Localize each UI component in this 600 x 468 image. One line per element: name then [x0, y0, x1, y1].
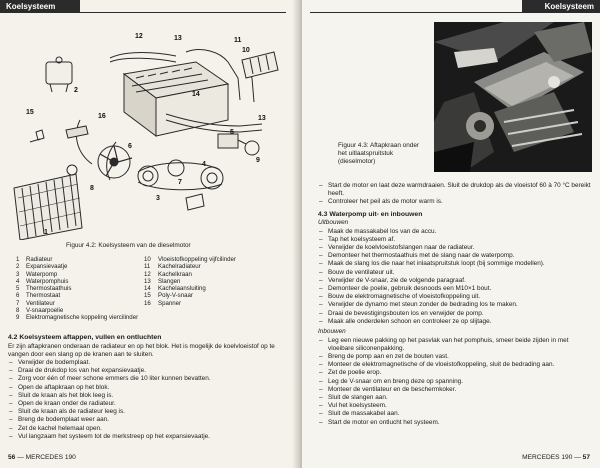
footer-title: MERCEDES 190: [25, 454, 76, 461]
list-item: – Zorg voor één of meer schone emmers die 10 liter kunnen bevatten.: [8, 375, 286, 383]
diagram-label: 8: [90, 185, 94, 192]
legend-item: 15 Poly-V-snaar: [144, 292, 193, 300]
list-item: – Sluit de kraan als de radiateur leeg is.: [8, 408, 286, 416]
list-item: – Zet de poelie erop.: [318, 369, 594, 377]
legend-item: 2 Expansievaatje: [16, 263, 68, 271]
diagram-label: 6: [128, 143, 132, 150]
list-item: – Vul langzaam het systeem tot de merkstreep op het expansievaatje.: [8, 433, 286, 441]
right-page-text: [318, 182, 594, 427]
left-page: [0, 0, 298, 468]
list-item: – Open de aftapkraan op het blok.: [8, 384, 286, 392]
diagram-label: 1: [44, 229, 48, 236]
diagram-label: 7: [178, 179, 182, 186]
removal-steps-list: [318, 228, 594, 326]
list-item: – Vul het koelsysteem.: [318, 402, 594, 410]
legend-item: 6 Thermostaat: [16, 292, 61, 300]
list-item: – Breng de bodemplaat weer aan.: [8, 416, 286, 424]
legend-item: 16 Spanner: [144, 299, 182, 307]
diagram-label: 2: [74, 87, 78, 94]
legend-item: 12 Kachelkraan: [144, 270, 192, 278]
photo-image: [434, 22, 592, 172]
right-page-header: Koelsysteem: [522, 0, 600, 13]
diagram-label: 14: [192, 91, 200, 98]
diagram-label: 13: [258, 115, 266, 122]
diagram-label: 15: [26, 109, 34, 116]
left-page-footer: [8, 454, 76, 462]
diagram-label: 3: [156, 195, 160, 202]
cooling-system-diagram: [6, 22, 288, 240]
legend-item: 4 Waterpomphuis: [16, 277, 69, 285]
list-item: – Sluit de slangen aan.: [318, 394, 594, 402]
list-item: – Maak de massakabel los van de accu.: [318, 228, 594, 236]
list-item: – Monteer de elektromagnetische of de vloeistofkoppeling, sluit de bedrading aan.: [318, 361, 594, 369]
page-number: 56: [8, 454, 16, 461]
left-page-header: Koelsysteem: [0, 0, 80, 13]
list-item: – Monteer de ventilateur en de beschermkoker.: [318, 386, 594, 394]
legend-item: 8 V-snaarpoelie: [16, 307, 64, 315]
diagram-label: 10: [242, 47, 250, 54]
right-page: [302, 0, 600, 468]
list-item: – Open de kraan onder de radiateur.: [8, 400, 286, 408]
diagram-label: 4: [202, 161, 206, 168]
list-item: – Verwijder de bodemplaat.: [8, 359, 286, 367]
list-item: – Bouw de elektromagnetische of vloeistofkoppeling uit.: [318, 293, 594, 301]
footer-separator: —: [574, 454, 581, 461]
page-number: 57: [582, 454, 590, 461]
install-steps-list: [318, 337, 594, 427]
list-item: – Leg de V-snaar om en breng deze op spanning.: [318, 378, 594, 386]
section-intro: Er zijn aftapkranen onderaan de radiateur en op het blok. Het is mogelijk de koelvloeistof op te vangen door een slang op de kranen aan te sluiten.: [8, 342, 275, 358]
legend-item: 10 Vloeistofkoppeling vijfcilinder: [144, 256, 236, 263]
legend-column-left: [16, 256, 150, 322]
list-item: – Draai de bevestigingsbouten los en verwijder de pomp.: [318, 310, 594, 318]
list-item: – Draai de drukdop los van het expansievaatje.: [8, 367, 286, 375]
list-item: – Demonteer het thermostaathuis met de slang naar de waterpomp.: [318, 252, 594, 260]
diagram-label: 13: [174, 35, 182, 42]
footer-separator: —: [17, 454, 24, 461]
diagram-label: 5: [230, 129, 234, 136]
list-item: – Zet de kachel helemaal open.: [8, 425, 286, 433]
diagram-label: 12: [135, 33, 143, 40]
legend-item: 11 Kachelradiateur: [144, 263, 201, 271]
diagram-label: 16: [98, 113, 106, 120]
subheading-inbouwen: Inbouwen: [318, 328, 346, 336]
figure-4-2-caption: Figuur 4.2: Koelsysteem van de dieselmotor: [66, 242, 191, 249]
list-item: – Verwijder de dynamo met steun zonder de bedrading los te maken.: [318, 301, 594, 309]
list-item: – Verwijder de V-snaar, zie de volgende paragraaf.: [318, 277, 594, 285]
list-item: – Sluit de kraan als het blok leeg is.: [8, 392, 286, 400]
legend-item: 7 Ventilateur: [16, 299, 55, 307]
left-header-rule: [0, 12, 286, 13]
list-item: – Sluit de massakabel aan.: [318, 410, 594, 418]
legend-item: 13 Slangen: [144, 277, 181, 285]
right-header-rule: [310, 12, 600, 13]
list-item: – Tap het koelsysteem af.: [318, 236, 594, 244]
legend-item: 3 Waterpomp: [16, 270, 58, 278]
figure-4-3-caption: Figuur 4.3: Aftapkraan onder het uitlaatspruitstuk (dieselmotor): [338, 142, 419, 165]
section-title: 4.2 Koelsysteem aftappen, vullen en ontluchten: [8, 334, 162, 341]
legend-item: 9 Elektromagnetische koppeling viercilinder: [16, 314, 139, 322]
list-item: – Breng de pomp aan en zet de bouten vast.: [318, 353, 594, 361]
list-item: – Verwijder de koelvloeistofslangen naar de radiateur.: [318, 244, 594, 252]
right-page-footer: [522, 454, 590, 462]
list-item: – Maak de slang los die naar het inlaatspruitstuk loopt (bij sommige modellen).: [318, 260, 594, 268]
legend-item: 14 Kachelaansluiting: [144, 285, 206, 293]
diagram-label: 9: [256, 157, 260, 164]
drain-tap-photo: [434, 22, 592, 172]
list-item: – Bouw de ventilateur uit.: [318, 269, 594, 277]
list-item: – Maak alle onderdelen schoon en controleer ze op slijtage.: [318, 318, 594, 326]
footer-title: MERCEDES 190: [522, 454, 573, 461]
legend-item: 5 Thermostaathuis: [16, 285, 72, 293]
continued-steps-list: [318, 182, 594, 207]
subheading-uitbouwen: Uitbouwen: [318, 219, 349, 227]
list-item: – Start de motor en ontlucht het systeem.: [318, 419, 594, 427]
section-4-2: [8, 334, 286, 441]
drain-steps-list: [8, 359, 286, 441]
list-item: – Demonteer de poelie, gebruik desnoods een M10×1 bout.: [318, 285, 594, 293]
list-item: – Leg een nieuwe pakking op het pasvlak van het pomphuis, smeer beide zijden in met vloeibare siliconenpakking.: [318, 337, 594, 353]
diagram-label: 11: [234, 37, 242, 44]
list-item: – Start de motor en laat deze warmdraaien. Sluit de drukdop als de vloeistof 60 à 70 °C bereikt heeft.: [318, 182, 594, 198]
list-item: – Controleer het peil als de motor warm is.: [318, 198, 594, 206]
section-title: 4.3 Waterpomp uit- en inbouwen: [318, 210, 423, 218]
legend-item: 1 Radiateur: [16, 256, 53, 263]
legend-column-right: [144, 256, 278, 307]
